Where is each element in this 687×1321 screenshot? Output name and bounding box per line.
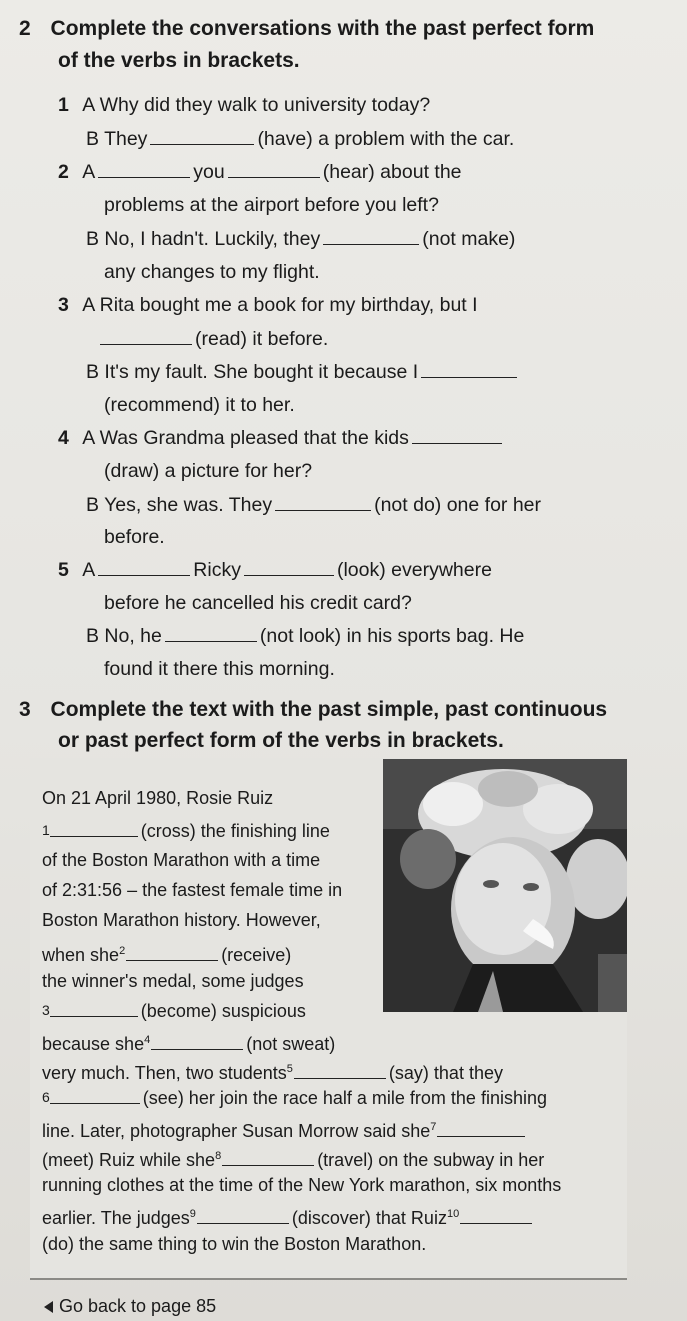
item-4-a-cont: (draw) a picture for her? xyxy=(104,460,313,482)
text-line: Boston Marathon history. However, xyxy=(42,910,321,930)
exercise-instruction-cont: of the verbs in brackets. xyxy=(58,49,300,72)
exercise-instruction: Complete the text with the past simple, past continuous xyxy=(50,698,608,721)
gap-number: 3 xyxy=(42,1002,50,1018)
answer-blank[interactable] xyxy=(197,1205,289,1224)
exercise-3-heading xyxy=(19,697,607,723)
answer-blank[interactable] xyxy=(294,1060,386,1079)
item-2-b xyxy=(86,226,515,252)
answer-blank[interactable] xyxy=(222,1147,314,1166)
item-3-a xyxy=(58,292,478,318)
item-number: 2 xyxy=(58,161,69,183)
item-2-b-cont: any changes to my flight. xyxy=(104,261,320,283)
text-line: On 21 April 1980, Rosie Ruiz xyxy=(42,788,274,808)
text-line xyxy=(42,939,291,967)
text-fragment: (discover) that Ruiz xyxy=(291,1208,447,1228)
text-line xyxy=(42,1144,544,1172)
text-line: running clothes at the time of the New York marathon, six months xyxy=(42,1175,562,1195)
runner-photo-image xyxy=(383,759,627,1012)
text-line xyxy=(42,998,306,1023)
item-text: B They xyxy=(86,128,148,150)
text-fragment: (cross) the finishing line xyxy=(140,821,330,841)
text-line xyxy=(42,1057,503,1085)
answer-blank[interactable] xyxy=(412,425,502,444)
exercise-instruction: Complete the conversations with the past perfect form xyxy=(50,17,595,40)
text-fragment: very much. Then, two students xyxy=(42,1063,287,1083)
text-fragment: (not sweat) xyxy=(246,1034,336,1054)
gap-number: 8 xyxy=(215,1150,222,1162)
gap-number: 4 xyxy=(144,1034,151,1046)
text-fragment: line. Later, photographer Susan Morrow said she xyxy=(42,1121,431,1141)
item-text: B No, I hadn't. Luckily, they xyxy=(86,228,321,250)
text-line xyxy=(42,818,330,843)
back-arrow-icon xyxy=(44,1301,53,1313)
text-line xyxy=(42,1115,528,1143)
item-5-b xyxy=(86,623,524,649)
item-text: (not look) in his sports bag. He xyxy=(259,625,525,647)
answer-blank[interactable] xyxy=(244,557,334,576)
item-4-b-cont: before. xyxy=(104,526,165,548)
answer-blank[interactable] xyxy=(151,1031,243,1050)
item-4-b xyxy=(86,492,541,518)
text-fragment: (say) that they xyxy=(388,1063,503,1083)
text-fragment: earlier. The judges xyxy=(42,1208,190,1228)
go-back-link[interactable] xyxy=(44,1296,216,1317)
item-3-a-cont xyxy=(100,326,328,352)
item-2-a xyxy=(58,159,462,185)
text-fragment: when she xyxy=(42,945,120,965)
answer-blank[interactable] xyxy=(275,492,371,511)
item-text: Ricky xyxy=(193,559,241,581)
text-fragment: (travel) on the subway in her xyxy=(317,1150,545,1170)
gap-number: 6 xyxy=(42,1089,50,1105)
answer-blank[interactable] xyxy=(98,159,190,178)
item-text: A xyxy=(82,559,96,581)
text-line xyxy=(42,1028,335,1056)
item-text: B It's my fault. She bought it because I xyxy=(86,361,419,383)
answer-blank[interactable] xyxy=(421,359,517,378)
item-3-b xyxy=(86,359,520,385)
item-text: (hear) about the xyxy=(322,161,462,183)
text-line: (do) the same thing to win the Boston Marathon. xyxy=(42,1234,427,1254)
gap-number: 2 xyxy=(119,945,126,957)
item-text: A Rita bought me a book for my birthday, but I xyxy=(82,294,478,316)
gap-number: 10 xyxy=(446,1208,460,1220)
gap-number: 9 xyxy=(189,1208,196,1220)
answer-blank[interactable] xyxy=(100,326,192,345)
item-number: 5 xyxy=(58,559,69,581)
gap-number: 1 xyxy=(42,822,50,838)
text-line: the winner's medal, some judges xyxy=(42,971,304,991)
answer-blank[interactable] xyxy=(50,1085,140,1104)
item-5-a xyxy=(58,557,492,583)
answer-blank[interactable] xyxy=(165,623,257,642)
item-number: 4 xyxy=(58,427,69,449)
item-text: (have) a problem with the car. xyxy=(257,128,515,150)
exercise-instruction-cont: or past perfect form of the verbs in brackets. xyxy=(58,729,504,752)
item-number: 3 xyxy=(58,294,69,316)
answer-blank[interactable] xyxy=(98,557,190,576)
item-text: B Yes, she was. They xyxy=(86,494,273,516)
item-text: A Was Grandma pleased that the kids xyxy=(82,427,409,449)
text-fragment: (meet) Ruiz while she xyxy=(42,1150,216,1170)
text-line xyxy=(42,1085,547,1110)
item-4-a xyxy=(58,425,505,451)
item-5-b-cont: found it there this morning. xyxy=(104,658,335,680)
item-number: 1 xyxy=(58,94,69,116)
exercise-number: 2 xyxy=(19,17,31,40)
item-1-a xyxy=(58,92,430,118)
text-line: of the Boston Marathon with a time xyxy=(42,850,321,870)
item-text: (look) everywhere xyxy=(336,559,492,581)
answer-blank[interactable] xyxy=(437,1118,525,1137)
gap-number: 5 xyxy=(286,1063,293,1075)
item-text: A xyxy=(82,161,96,183)
text-fragment: (receive) xyxy=(221,945,292,965)
item-2-a-cont: problems at the airport before you left? xyxy=(104,194,439,216)
item-text: A Why did they walk to university today? xyxy=(82,94,431,116)
exercise-number: 3 xyxy=(19,698,31,721)
text-fragment: (become) suspicious xyxy=(140,1001,306,1021)
item-text: (not do) one for her xyxy=(374,494,542,516)
go-back-label: Go back to page 85 xyxy=(59,1296,217,1316)
gap-number: 7 xyxy=(430,1121,437,1133)
answer-blank[interactable] xyxy=(50,998,138,1017)
text-line: of 2:31:56 – the fastest female time in xyxy=(42,880,343,900)
text-fragment: because she xyxy=(42,1034,145,1054)
item-1-b xyxy=(86,126,514,152)
item-5-a-cont: before he cancelled his credit card? xyxy=(104,592,412,614)
answer-blank[interactable] xyxy=(126,942,218,961)
answer-blank[interactable] xyxy=(50,818,138,837)
answer-blank[interactable] xyxy=(228,159,320,178)
answer-blank[interactable] xyxy=(323,226,419,245)
item-text: (read) it before. xyxy=(195,328,329,350)
runner-photo xyxy=(383,759,627,1012)
item-3-b-cont: (recommend) it to her. xyxy=(104,394,295,416)
text-fragment: (see) her join the race half a mile from the finishing xyxy=(142,1088,547,1108)
answer-blank[interactable] xyxy=(150,126,254,145)
exercise-2-heading xyxy=(19,16,594,42)
item-text: you xyxy=(193,161,225,183)
item-text: B No, he xyxy=(86,625,162,647)
text-line xyxy=(42,1202,535,1230)
answer-blank[interactable] xyxy=(460,1205,532,1224)
item-text: (not make) xyxy=(422,228,516,250)
